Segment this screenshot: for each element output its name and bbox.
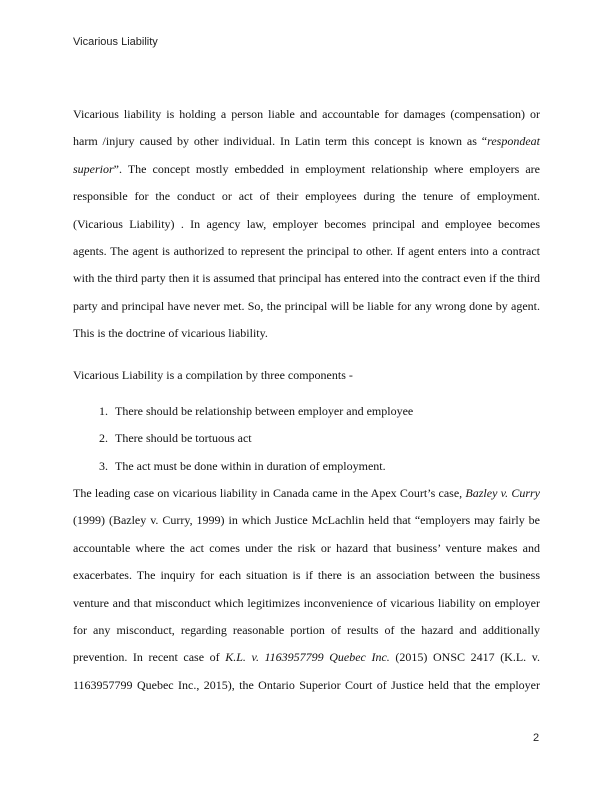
list-text: The act must be done within in duration of employment. [115,458,386,473]
list-text: There should be relationship between employer and employee [115,404,414,418]
text-line: responsible for the conduct or act of their employees during the tenure of employment. [73,189,540,204]
text-line: This is the doctrine of vicarious liability. [73,326,268,341]
components-list [73,398,540,480]
list-number: 2. [99,431,108,446]
text-line: agents. The agent is authorized to represent the principal to other. If agent enters into a contract [73,243,540,258]
text-line: exacerbates. The inquiry for each situation is if there is an association between the business [73,568,540,583]
list-text: There should be tortuous act [115,431,252,446]
text-line: superior”. The concept mostly embedded in employment relationship where employers are [73,161,540,176]
latin-term: superior [73,161,114,176]
latin-term: respondeat [487,134,540,149]
text-line: party and principal have never met. So, the principal will be liable for any wrong done by agent. [73,298,540,313]
text-line: prevention. In recent case of K.L. v. 1163957799 Quebec Inc. (2015) ONSC 2417 (K.L. v. [73,650,540,665]
text-line: venture and that misconduct which legitimizes inconvenience of vicarious liability on employer [73,595,540,610]
text-line: for any misconduct, regarding reasonable portion of results of the hazard and additionally [73,622,540,637]
text-line: (1999) (Bazley v. Curry, 1999) in which Justice McLachlin held that “employers may fairly be [73,513,540,528]
paragraph-components-intro [73,362,540,389]
case-name: Bazley v. Curry [465,486,540,500]
list-item [73,398,540,425]
text-line: (Vicarious Liability) . In agency law, employer becomes principal and employee becomes [73,216,540,231]
text-line: Vicarious Liability is a compilation by three components - [73,368,353,382]
paragraph-case-law [73,480,540,699]
case-name: K.L. v. 1163957799 Quebec Inc. [225,650,390,665]
running-header: Vicarious Liability [73,36,158,48]
text-line: accountable where the act comes under the risk or hazard that business’ venture makes and [73,540,540,555]
text-line: harm /injury caused by other individual. In Latin term this concept is known as “respondeat [73,134,540,149]
list-number: 1. [99,404,108,418]
text-line: 1163957799 Quebec Inc., 2015), the Ontario Superior Court of Justice held that the employer [73,677,540,692]
list-item [73,453,540,480]
text-line: The leading case on vicarious liability in Canada came in the Apex Court’s case, Bazley v. Curry [73,486,540,500]
paragraph-definition [73,101,540,348]
page-number: 2 [533,732,540,744]
text-line: Vicarious liability is holding a person liable and accountable for damages (compensation) or [73,107,540,121]
list-item [73,425,540,452]
list-number: 3. [99,458,108,473]
text-line: with the third party then it is assumed that principal has entered into the contract even if the third [73,271,540,286]
